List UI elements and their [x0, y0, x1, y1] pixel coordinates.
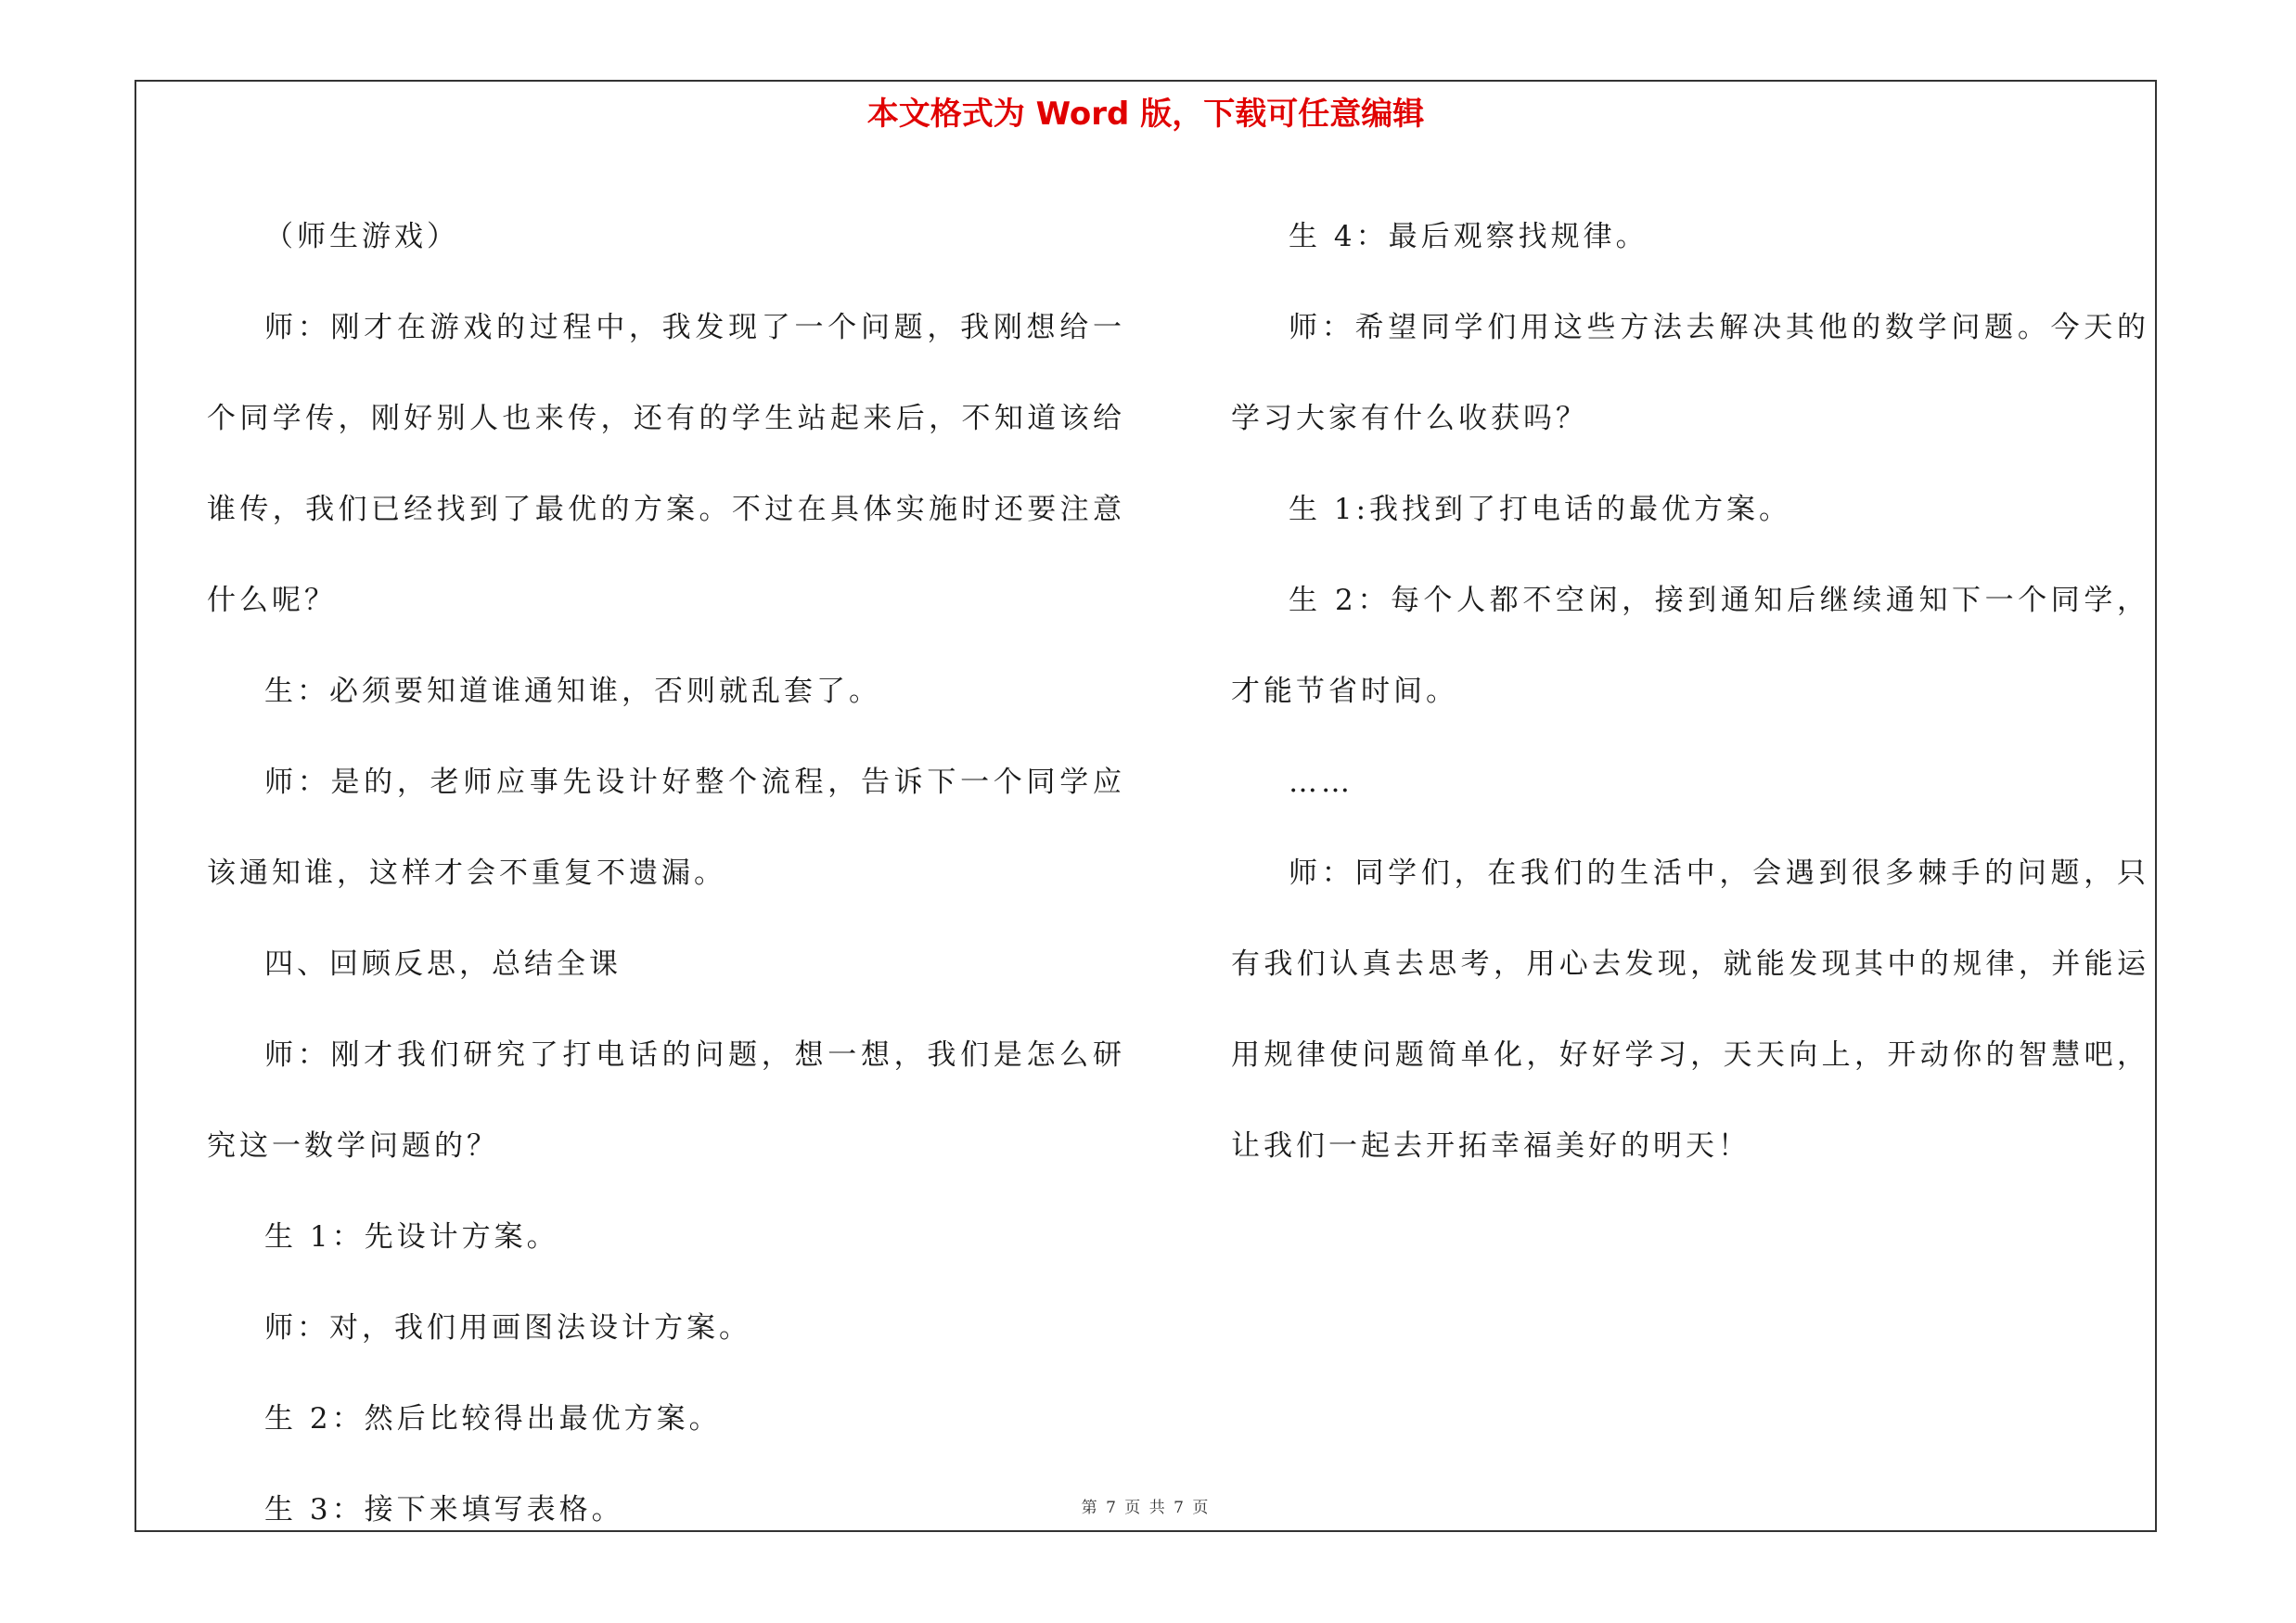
paragraph: 师：刚才我们研究了打电话的问题，想一想，我们是怎么研究这一数学问题的？ — [207, 1038, 1125, 1163]
paragraph: 生 4：最后观察找规律。 — [1289, 220, 1648, 253]
section-heading: 四、回顾反思，总结全课 — [264, 947, 622, 981]
page-number: 第 7 页 共 7 页 — [1081, 1499, 1211, 1517]
ellipsis-line: …… — [1289, 766, 1353, 799]
paragraph: 生：必须要知道谁通知谁，否则就乱套了。 — [264, 675, 881, 708]
paragraph: （师生游戏） — [264, 220, 459, 253]
paragraph: 师：对，我们用画图法设计方案。 — [264, 1311, 751, 1345]
paragraph: 生 3：接下来填写表格。 — [264, 1493, 624, 1526]
page-frame — [135, 80, 2157, 1532]
paragraph: 师：希望同学们用这些方法去解决其他的数学问题。今天的学习大家有什么收获吗？ — [1231, 311, 2149, 435]
paragraph: 生 1:我找到了打电话的最优方案。 — [1289, 493, 1792, 526]
paragraph: 生 1：先设计方案。 — [264, 1220, 559, 1254]
paragraph: 生 2：每个人都不空闲，接到通知后继续通知下一个同学，才能节省时间。 — [1231, 584, 2149, 708]
right-column — [1231, 191, 2149, 1191]
word-format-banner: 本文格式为 Word 版，下载可任意编辑 — [866, 96, 1425, 133]
paragraph: 师：是的，老师应事先设计好整个流程，告诉下一个同学应该通知谁，这样才会不重复不遗漏。 — [207, 766, 1125, 890]
paragraph: 生 2：然后比较得出最优方案。 — [264, 1402, 722, 1436]
left-column — [207, 191, 1125, 1555]
paragraph: 师：同学们，在我们的生活中，会遇到很多棘手的问题，只有我们认真去思考，用心去发现，就能发现其中的规律，并能运用规律使问题简单化，好好学习，天天向上，开动你的智慧吧，让我们一起去开拓幸福美好的明天！ — [1231, 857, 2149, 1163]
paragraph: 师：刚才在游戏的过程中，我发现了一个问题，我刚想给一个同学传，刚好别人也来传，还有的学生站起来后，不知道该给谁传，我们已经找到了最优的方案。不过在具体实施时还要注意什么呢？ — [207, 311, 1125, 617]
